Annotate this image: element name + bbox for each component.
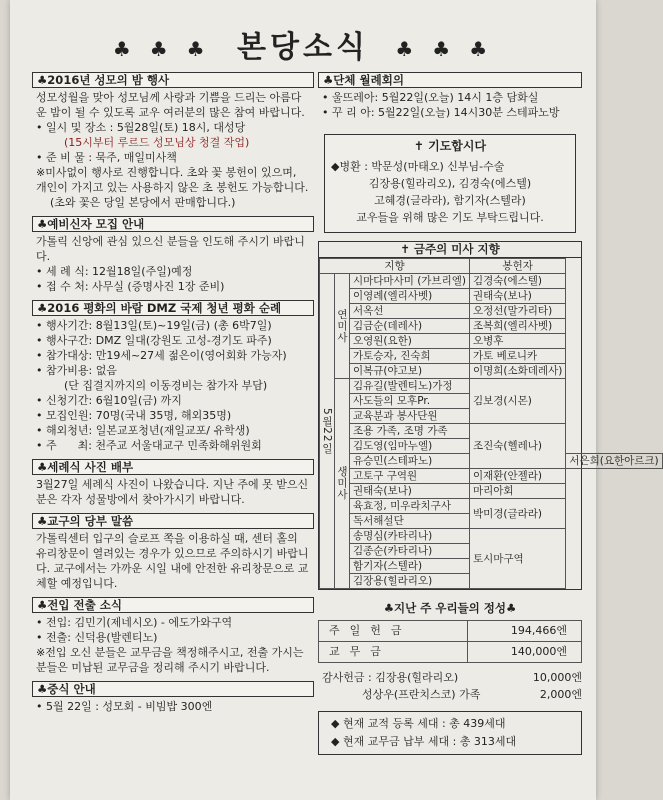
offerer-cell: 김경숙(에스텔) xyxy=(469,274,565,289)
mass-heading: ✝ 금주의 미사 지향 xyxy=(319,242,581,258)
list-item: • 5월 22일 : 성모회 - 비빔밥 300엔 xyxy=(36,700,213,713)
section-heading: ♣중식 안내 xyxy=(32,681,314,697)
offerer-cell: 가토 베로니카 xyxy=(469,349,565,364)
time-note: (15시부터 루르드 성모님상 청결 작업) xyxy=(64,136,250,149)
thanks-name: 성상우(프란치스코) 가족 xyxy=(362,688,481,701)
intent-cell: 이영례(엘리사벳) xyxy=(350,289,470,304)
offerer-cell: 토시마구역 xyxy=(469,529,565,589)
right-column xyxy=(318,72,659,755)
note-text: (초와 꽃은 당일 본당에서 판매합니다.) xyxy=(50,196,236,209)
thanks-label: 감사헌금 : xyxy=(322,671,376,684)
list-item: • 행사구간: DMZ 일대(강원도 고성-경기도 파주) xyxy=(36,334,272,347)
column-header-intent: 지향 xyxy=(384,260,405,272)
intent-cell: 사도들의 모후Pr. xyxy=(350,394,470,409)
section-transfer xyxy=(32,597,314,675)
thanks-name: 김장용(힐라리오) xyxy=(375,671,459,684)
time-value: 5월28일(토) 18시, 대성당 xyxy=(116,121,246,134)
intent-cell: 오영원(요한) xyxy=(350,334,470,349)
group-label-living: 생미사 xyxy=(336,466,348,501)
column-header-offerer: 봉헌자 xyxy=(469,259,565,274)
offerer-cell: 이재환(안젤라) xyxy=(469,469,565,484)
section-heading: ♣단체 월례회의 xyxy=(318,72,582,88)
section-heading: ♣교구의 당부 말씀 xyxy=(32,513,314,529)
mass-intentions xyxy=(318,241,659,590)
table-header-row xyxy=(320,259,663,274)
offerer-cell: 김보경(시몬) xyxy=(469,379,565,424)
table-row xyxy=(320,379,663,394)
offering-heading: ♣지난 주 우리들의 정성♣ xyxy=(383,601,517,615)
time-label: • 일시 및 장소 : xyxy=(36,121,117,134)
section-heading: ♣2016 평화의 바람 DMZ 국제 청년 평화 순례 xyxy=(32,300,314,316)
group-label-requiem: 연미사 xyxy=(336,308,348,344)
prayer-heading: ✝ 기도합시다 xyxy=(413,139,487,153)
sick-label: ◆병환 : xyxy=(331,160,372,173)
section-diocese-notice xyxy=(32,513,314,591)
member-stats xyxy=(318,711,582,755)
section-heading: ♣예비신자 모집 안내 xyxy=(32,216,314,232)
table-row xyxy=(320,319,663,334)
offering-table xyxy=(318,620,582,663)
sick-name: 고혜경(글라라), 함기자(스텔라) xyxy=(374,194,526,207)
table-cell: 교무금 xyxy=(319,642,468,663)
sick-name: 김장용(힐라리오), 김경숙(에스텔) xyxy=(368,177,532,190)
intent-cell: 유승민(스테파노) xyxy=(350,454,470,469)
group-cell xyxy=(335,379,350,589)
list-item: • 행사기간: 8월13일(토)~19일(금) (총 6박7일) xyxy=(36,319,272,332)
list-item: • 전입: 김민기(제네시오) - 에도가와구역 xyxy=(36,616,233,629)
prayer-footer: 교우들을 위해 많은 기도 부탁드립니다. xyxy=(356,211,544,224)
member-stat-line: ◆ 현재 교적 등록 세대 : 총 439세대 xyxy=(331,717,506,730)
offerer-cell: 권태숙(보나) xyxy=(469,289,565,304)
cost-note: (단 집결지까지의 이동경비는 참가자 부담) xyxy=(64,379,268,392)
mass-date: 5월22일 xyxy=(321,407,333,455)
intent-cell: 육효정, 미우라치구사 xyxy=(350,499,470,514)
section-heading: ♣세례식 사진 배부 xyxy=(32,459,314,475)
section-heading: ♣2016년 성모의 밤 행사 xyxy=(32,72,314,88)
table-row xyxy=(319,621,582,642)
list-item: • 참가비용: 없음 xyxy=(36,364,117,377)
list-item: • 꾸 리 아: 5월22일(오늘) 14시30분 스테파노방 xyxy=(322,106,560,119)
intent-cell: 함기자(스텔라) xyxy=(350,559,470,574)
body-text: 가톨릭센터 입구의 슬로프 쪽을 이용하실 때, 센터 홀의 유리창문이 열려있는 경우가 있으므로 주의하시기 바랍니다. 교구에서는 가까운 시일 내에 안전한 유리창문으로 교체할 예정입니다. xyxy=(36,532,309,590)
offerer-cell: 마리아회 xyxy=(469,484,565,499)
list-item: • 울뜨레아: 5월22일(오늘) 14시 1층 담화실 xyxy=(322,91,539,104)
note-text: ※전입 오신 분들은 교무금을 책정해주시고, 전출 가시는 분들은 미납된 교무금을 정리해 주시기 바랍니다. xyxy=(36,646,304,674)
page-title-text: 본당소식 xyxy=(237,30,369,65)
list-item: • 접 수 처: 사무실 (증명사진 1장 준비) xyxy=(36,280,225,293)
date-cell xyxy=(320,274,335,589)
section-mary-night xyxy=(32,72,314,210)
table-cell: 194,466엔 xyxy=(467,621,581,642)
intent-cell: 조용 가족, 조명 가족 xyxy=(350,424,470,439)
list-item: • 주 최: 천주교 서울대교구 민족화해위원회 xyxy=(36,439,262,452)
group-cell xyxy=(335,274,350,379)
list-item: • 신청기간: 6월10일(금) 까지 xyxy=(36,394,182,407)
table-row xyxy=(320,529,663,544)
section-dmz-pilgrimage xyxy=(32,300,314,453)
table-row xyxy=(320,304,663,319)
offerer-cell: 서은희(요한아르크) xyxy=(566,454,662,469)
table-header-cell xyxy=(320,259,470,274)
thanks-amount: 10,000엔 xyxy=(532,671,582,684)
section-catechumen xyxy=(32,216,314,294)
list-item: • 해외청년: 일본교포청년(재일교포/ 유학생) xyxy=(36,424,250,437)
intro-text: 성모성월을 맞아 성모님께 사랑과 기쁨을 드리는 아름다운 밤이 될 수 있도록 교우 여러분의 많은 참여 바랍니다. xyxy=(36,91,305,119)
intent-cell: 송명심(카타리나) xyxy=(350,529,470,544)
table-row xyxy=(320,484,663,499)
left-column xyxy=(32,72,314,720)
list-item: • 참가대상: 만19세~27세 젊은이(영어회화 가능자) xyxy=(36,349,287,362)
table-cell: 주일헌금 xyxy=(319,621,468,642)
intro-text: 가톨릭 신앙에 관심 있으신 분들을 인도해 주시기 바랍니다. xyxy=(36,235,305,263)
club-marks-right: ♣ ♣ ♣ xyxy=(395,37,494,61)
table-row xyxy=(320,289,663,304)
table-row xyxy=(320,424,663,439)
mass-table xyxy=(319,258,663,589)
thanks-amount: 2,000엔 xyxy=(539,688,582,701)
body-text: 3월27일 세례식 사진이 나왔습니다. 지난 주에 못 받으신 분은 각자 성물방에서 찾아가시기 바랍니다. xyxy=(36,478,309,506)
note-text: ※미사없이 행사로 진행합니다. 초와 꽃 봉헌이 있으며, 개인이 가지고 있는 사용하지 않은 초 봉헌도 가능합니다. xyxy=(36,166,309,194)
list-item: • 모집인원: 70명(국내 35명, 해외35명) xyxy=(36,409,232,422)
list-item: • 세 례 식: 12월18일(주일)예정 xyxy=(36,265,193,278)
table-cell: 140,000엔 xyxy=(467,642,581,663)
intent-cell: 김유길(발렌티노)가정 xyxy=(350,379,470,394)
intent-cell: 김도영(임마누엘) xyxy=(350,439,470,454)
thanks-offering xyxy=(318,669,582,703)
offerer-cell: 오정선(말가리타) xyxy=(469,304,565,319)
table-row xyxy=(320,334,663,349)
member-stat-line: ◆ 현재 교무금 납부 세대 : 총 313세대 xyxy=(331,735,517,748)
intent-cell: 가토승자, 진숙희 xyxy=(350,349,470,364)
intent-cell: 시마다마사미 (가브리엘) xyxy=(350,274,470,289)
offerer-cell: 박미경(글라라) xyxy=(469,499,565,529)
offerer-cell: 조진숙(헬레나) xyxy=(469,424,565,469)
intent-cell: 김금순(데레사) xyxy=(350,319,470,334)
intent-cell: 김장용(힐라리오) xyxy=(350,574,470,589)
table-row xyxy=(320,274,663,289)
club-marks-left: ♣ ♣ ♣ xyxy=(112,37,211,61)
prep-item: • 준 비 물 : 묵주, 매일미사책 xyxy=(36,151,177,164)
list-item: • 전출: 신덕용(발렌티노) xyxy=(36,631,158,644)
section-heading: ♣전입 전출 소식 xyxy=(32,597,314,613)
intent-cell: 서옥선 xyxy=(350,304,470,319)
bulletin-page xyxy=(10,0,659,800)
sick-name: 박문성(마태오) 신부님-수술 xyxy=(371,160,505,173)
offerer-cell: 이명희(소화데레사) xyxy=(469,364,565,379)
table-row xyxy=(320,349,663,364)
intent-cell: 이복규(야고보) xyxy=(350,364,470,379)
prayer-box xyxy=(324,134,576,233)
page-title xyxy=(10,22,596,66)
offerer-cell: 조복희(엘리사벳) xyxy=(469,319,565,334)
intent-cell: 김종순(카타리나) xyxy=(350,544,470,559)
section-group-meetings xyxy=(318,72,582,120)
table-row xyxy=(320,364,663,379)
intent-cell: 교육분과 봉사단원 xyxy=(350,409,470,424)
section-baptism-photos xyxy=(32,459,314,507)
section-lunch xyxy=(32,681,314,714)
table-row xyxy=(320,469,663,484)
offerer-cell: 오병후 xyxy=(469,334,565,349)
intent-cell: 독서해설단 xyxy=(350,514,470,529)
table-row xyxy=(319,642,582,663)
intent-cell: 권태숙(보나) xyxy=(350,484,470,499)
intent-cell: 고토구 구역원 xyxy=(350,469,470,484)
table-row xyxy=(320,499,663,514)
